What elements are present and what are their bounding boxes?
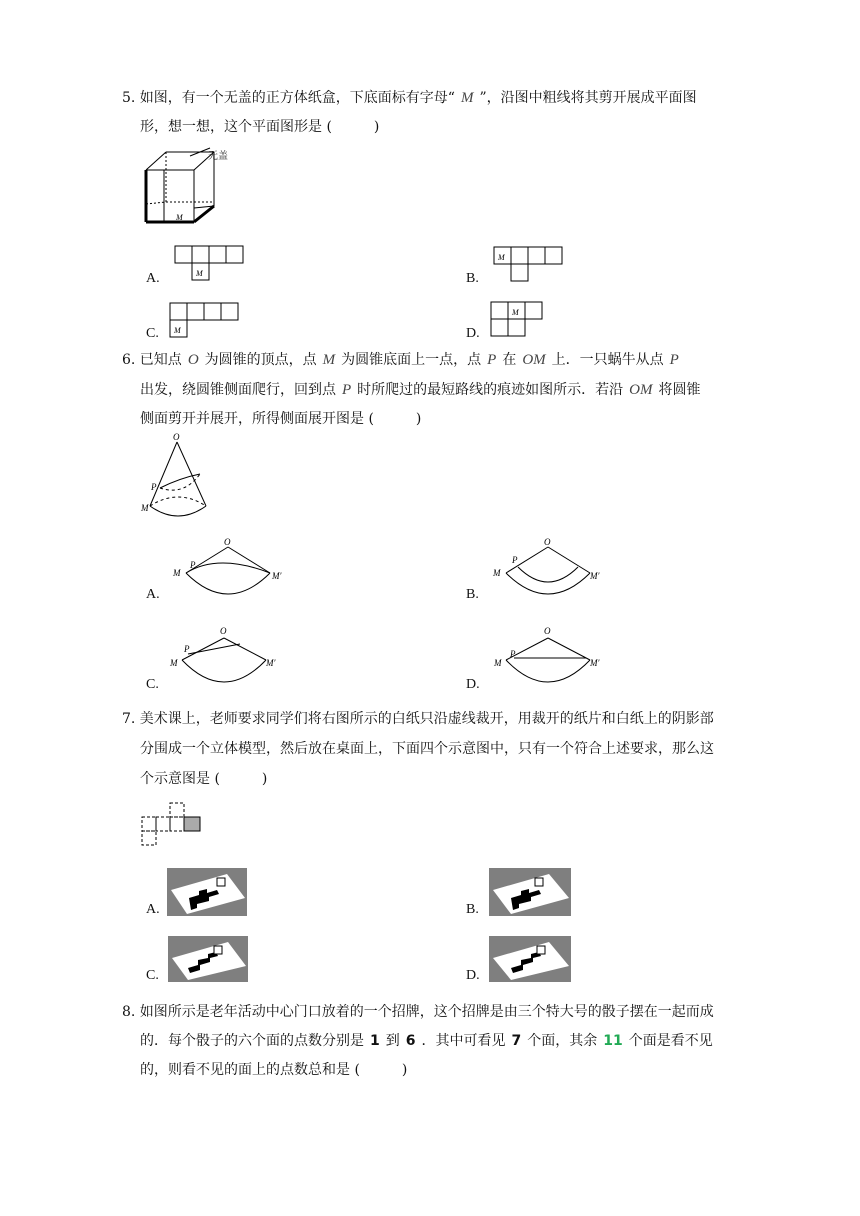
q8-t4: 个面，其余 [527, 1033, 598, 1049]
q8-line3: 的，则看不见的面上的点数总和是 ( ) [140, 1062, 408, 1078]
q5-option-c-label[interactable]: C. [146, 326, 159, 341]
a-M2: M′ [272, 571, 282, 581]
q6-option-b-sector[interactable] [490, 535, 610, 603]
q7-option-a-label[interactable]: A. [146, 902, 160, 917]
q8-t3: ．其中可看见 [421, 1033, 506, 1049]
cone-M: M [141, 503, 149, 513]
q5-line2: 形，想一想，这个平面图形是 ( ) [140, 119, 380, 135]
q6-option-d-sector[interactable] [490, 624, 614, 694]
q6-t6: 出发，绕圆锥侧面爬行，回到点 [140, 382, 336, 398]
symbol-M: M [460, 90, 474, 106]
b-M: M [493, 568, 501, 578]
q8-line1: 8. 如图所示是老年活动中心门口放着的一个招牌，这个招牌是由三个特大号的骰子摆在一起而成 [122, 1004, 714, 1020]
cube-M-label: M [176, 213, 183, 222]
q6-line1 [122, 350, 685, 370]
number-1: 1 [370, 1033, 380, 1049]
q6-cone-figure [140, 430, 220, 522]
symbol-P: P [487, 352, 497, 368]
q5-option-d-label[interactable]: D. [466, 326, 480, 341]
q6-t1: 6. 已知点 [122, 352, 182, 368]
q6-option-a-sector[interactable] [170, 535, 290, 603]
q7-paper-figure [140, 801, 206, 849]
number-11: 11 [603, 1033, 623, 1049]
net-c-M: M [174, 326, 181, 335]
q5-line1 [122, 88, 697, 108]
q8-t1: 的．每个骰子的六个面的点数分别是 [140, 1033, 364, 1049]
symbol-O: O [187, 352, 199, 368]
q7-option-c-image[interactable] [168, 936, 248, 982]
q6-t7: 时所爬过的最短路线的痕迹如图所示．若沿 [357, 382, 624, 398]
q6-t3: 为圆锥底面上一点，点 [341, 352, 482, 368]
b-M2: M′ [590, 571, 600, 581]
q7-option-a-image[interactable] [167, 868, 247, 916]
q5-option-c-net[interactable] [169, 302, 241, 340]
q7-line1: 7. 美术课上，老师要求同学们将右图所示的白纸只沿虚线裁开，用裁开的纸片和白纸上的阴影部 [122, 711, 714, 727]
q8-t2: 到 [385, 1033, 400, 1049]
c-P: P [184, 644, 190, 654]
net-b-M: M [498, 253, 505, 262]
q5-option-a-label[interactable]: A. [146, 271, 160, 286]
q6-line3: 侧面剪开并展开，所得侧面展开图是 ( ) [140, 411, 422, 427]
a-P: P [190, 560, 196, 570]
symbol-OM: OM [629, 382, 653, 398]
q6-t8: 将圆锥 [658, 382, 701, 398]
q7-option-d-image[interactable] [489, 936, 571, 982]
b-P: P [512, 555, 518, 565]
symbol-OM: OM [522, 352, 546, 368]
q7-line3: 个示意图是 ( ) [140, 771, 268, 787]
cone-P: P [151, 482, 157, 492]
q7-option-d-label[interactable]: D. [466, 968, 480, 983]
symbol-M: M [322, 352, 336, 368]
q6-line2 [140, 380, 701, 400]
q8-line2 [140, 1031, 713, 1051]
c-M2: M′ [266, 658, 276, 668]
q6-t5: 上．一只蜗牛从点 [551, 352, 664, 368]
q5-option-a-net[interactable] [174, 245, 246, 283]
net-a-M: M [196, 269, 203, 278]
q5-text-a: 5. 如图，有一个无盖的正方体纸盒，下底面标有字母“ [122, 90, 455, 106]
d-M2: M′ [590, 658, 600, 668]
q7-line2: 分围成一个立体模型，然后放在桌面上，下面四个示意图中，只有一个符合上述要求，那么这 [140, 741, 714, 757]
lid-label: 无盖 [208, 151, 228, 162]
q8-t5: 个面是看不见 [628, 1033, 713, 1049]
d-M: M [494, 658, 502, 668]
a-O: O [224, 537, 231, 547]
d-O: O [544, 626, 551, 636]
a-M: M [173, 568, 181, 578]
symbol-P: P [669, 352, 679, 368]
number-6: 6 [405, 1033, 416, 1049]
d-P: P [510, 649, 516, 659]
q6-t2: 为圆锥的顶点，点 [204, 352, 317, 368]
q6-t4: 在 [502, 352, 517, 368]
q6-option-d-label[interactable]: D. [466, 677, 480, 692]
q7-option-c-label[interactable]: C. [146, 968, 159, 983]
c-M: M [170, 658, 178, 668]
symbol-P: P [342, 382, 352, 398]
q7-option-b-image[interactable] [489, 868, 571, 916]
q5-text-b: ”，沿图中粗线将其剪开展成平面图 [479, 90, 697, 106]
q6-option-c-sector[interactable] [166, 624, 290, 694]
q5-option-d-net[interactable] [490, 301, 550, 339]
net-d-M: M [512, 308, 519, 317]
q5-option-b-net[interactable] [493, 246, 565, 284]
b-O: O [544, 537, 551, 547]
q6-option-a-label[interactable]: A. [146, 587, 160, 602]
q6-option-b-label[interactable]: B. [466, 587, 479, 602]
number-7: 7 [511, 1033, 522, 1049]
q5-option-b-label[interactable]: B. [466, 271, 479, 286]
c-O: O [220, 626, 227, 636]
cone-O: O [173, 432, 180, 442]
q7-option-b-label[interactable]: B. [466, 902, 479, 917]
q6-option-c-label[interactable]: C. [146, 677, 159, 692]
